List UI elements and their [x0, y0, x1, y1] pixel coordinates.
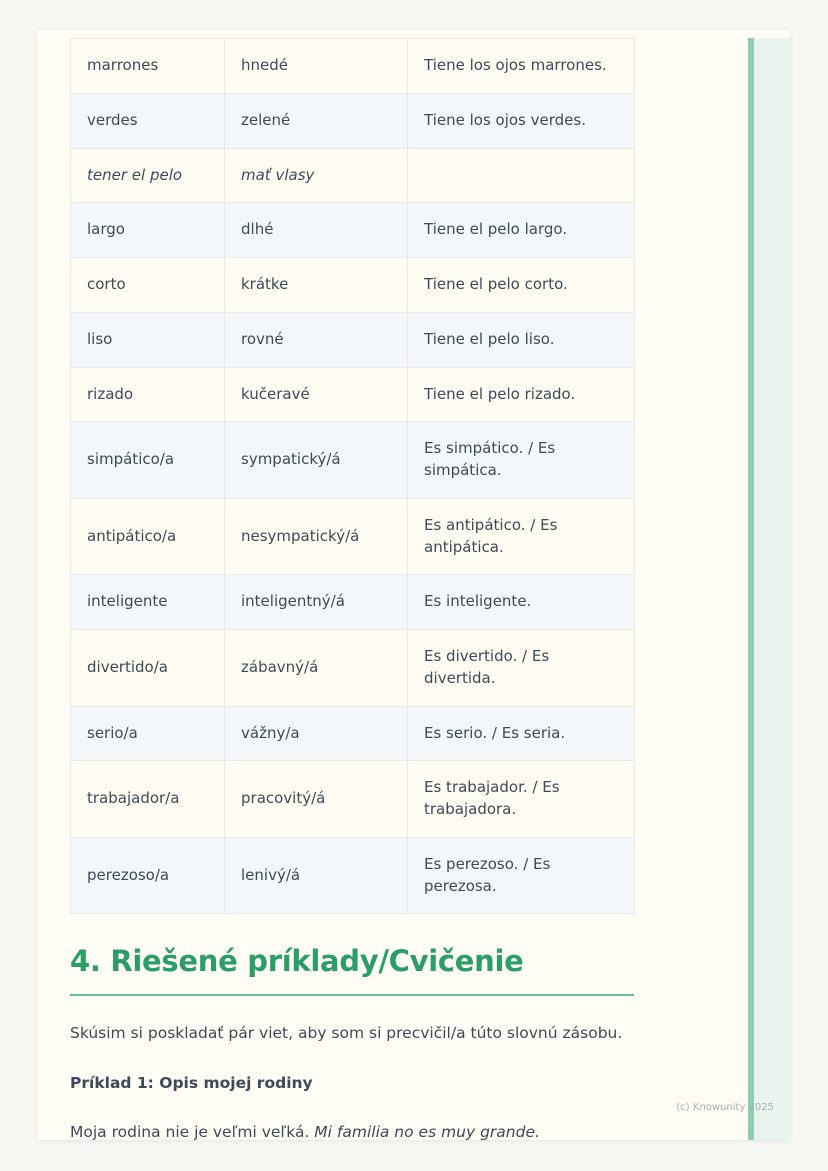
- table-cell: pracovitý/á: [225, 761, 408, 838]
- section-heading: 4. Riešené príklady/Cvičenie: [70, 944, 524, 979]
- table-row: [71, 422, 635, 499]
- table-cell: Es inteligente.: [408, 575, 635, 630]
- table-row: [71, 575, 635, 630]
- table-cell: rovné: [225, 312, 408, 367]
- table-row: [71, 706, 635, 761]
- table-cell: tener el pelo: [71, 148, 225, 203]
- table-row: [71, 39, 635, 94]
- table-cell: perezoso/a: [71, 837, 225, 914]
- table-cell: Tiene el pelo rizado.: [408, 367, 635, 422]
- table-cell: lenivý/á: [225, 837, 408, 914]
- table-cell: simpático/a: [71, 422, 225, 499]
- table-cell: corto: [71, 258, 225, 313]
- table-row: [71, 312, 635, 367]
- table-cell: vážny/a: [225, 706, 408, 761]
- copyright-text: (c) Knowunity 2025: [676, 1102, 774, 1113]
- table-row: [71, 258, 635, 313]
- table-cell: zábavný/á: [225, 630, 408, 707]
- table-cell: Tiene el pelo largo.: [408, 203, 635, 258]
- document-page: [37, 30, 790, 1140]
- table-cell: verdes: [71, 93, 225, 148]
- table-cell: Tiene el pelo liso.: [408, 312, 635, 367]
- table-row: [71, 630, 635, 707]
- page-content: [70, 38, 634, 1144]
- table-cell: largo: [71, 203, 225, 258]
- table-row: [71, 148, 635, 203]
- table-cell: [408, 148, 635, 203]
- table-cell: Es serio. / Es seria.: [408, 706, 635, 761]
- table-cell: sympatický/á: [225, 422, 408, 499]
- example-sentence-sk: Moja rodina nie je veľmi veľká.: [70, 1122, 315, 1141]
- table-cell: serio/a: [71, 706, 225, 761]
- table-cell: Tiene los ojos marrones.: [408, 39, 635, 94]
- table-cell: liso: [71, 312, 225, 367]
- table-cell: Es divertido. / Es divertida.: [408, 630, 635, 707]
- table-row: [71, 761, 635, 838]
- table-row: [71, 93, 635, 148]
- example-sentence: [70, 1121, 634, 1144]
- table-cell: Es trabajador. / Es trabajadora.: [408, 761, 635, 838]
- table-cell: nesympatický/á: [225, 498, 408, 575]
- table-cell: Es perezoso. / Es perezosa.: [408, 837, 635, 914]
- table-cell: trabajador/a: [71, 761, 225, 838]
- table-row: [71, 498, 635, 575]
- table-cell: inteligente: [71, 575, 225, 630]
- table-row: [71, 367, 635, 422]
- table-cell: Tiene los ojos verdes.: [408, 93, 635, 148]
- table-row: [71, 837, 635, 914]
- table-cell: Es simpático. / Es simpática.: [408, 422, 635, 499]
- table-cell: Tiene el pelo corto.: [408, 258, 635, 313]
- intro-paragraph: Skúsim si poskladať pár viet, aby som si precvičil/a túto slovnú zásobu.: [70, 1024, 623, 1043]
- table-cell: kučeravé: [225, 367, 408, 422]
- table-cell: rizado: [71, 367, 225, 422]
- table-cell: divertido/a: [71, 630, 225, 707]
- vocabulary-table: [70, 38, 635, 914]
- vocab-table-body: [71, 39, 635, 914]
- table-cell: zelené: [225, 93, 408, 148]
- example-sentence-es: Mi familia no es muy grande.: [314, 1122, 540, 1141]
- example-title: Príklad 1: Opis mojej rodiny: [70, 1073, 313, 1092]
- heading-underline: [70, 994, 634, 996]
- table-cell: antipático/a: [71, 498, 225, 575]
- table-cell: krátke: [225, 258, 408, 313]
- table-cell: hnedé: [225, 39, 408, 94]
- table-cell: marrones: [71, 39, 225, 94]
- green-accent-bar: [748, 38, 790, 1140]
- table-cell: inteligentný/á: [225, 575, 408, 630]
- table-cell: mať vlasy: [225, 148, 408, 203]
- table-row: [71, 203, 635, 258]
- table-cell: dlhé: [225, 203, 408, 258]
- table-cell: Es antipático. / Es antipática.: [408, 498, 635, 575]
